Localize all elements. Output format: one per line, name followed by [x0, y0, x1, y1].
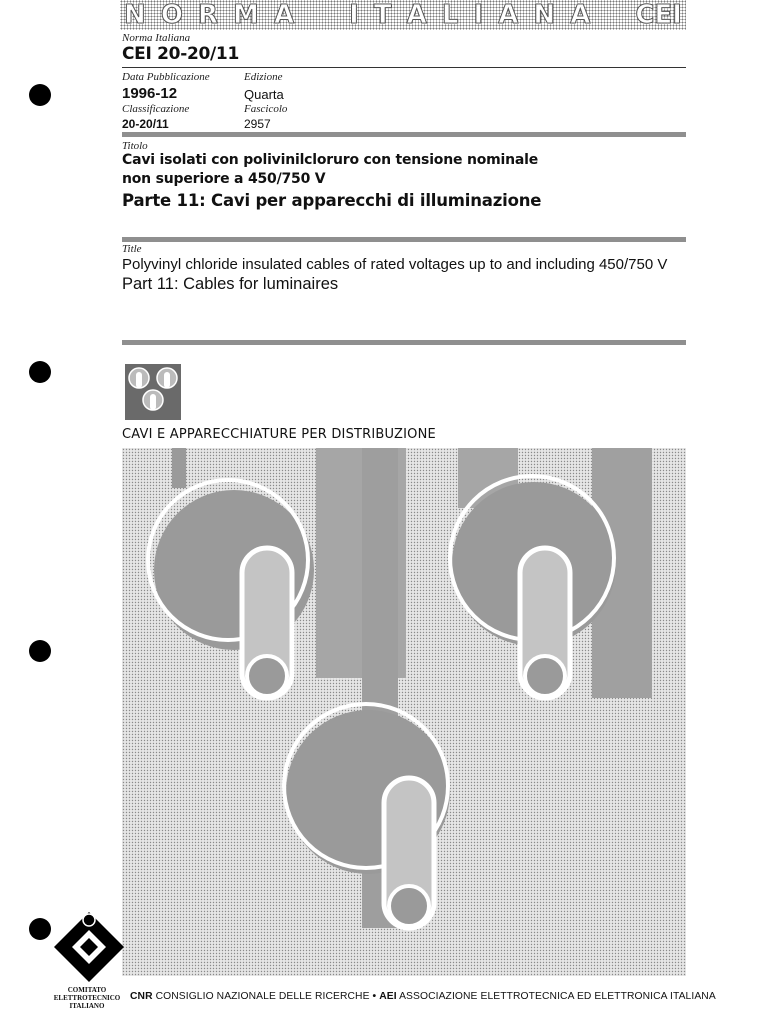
banner-letter: CEI [635, 0, 682, 30]
dotted-divider [122, 132, 686, 137]
footer-separator: • [372, 991, 377, 1002]
cei-name-line: COMITATO [67, 986, 107, 994]
norm-code: CEI 20-20/11 [122, 44, 239, 64]
aei-abbr: AEI [379, 991, 397, 1002]
banner-letter: O [160, 0, 183, 30]
binder-hole-1 [29, 84, 51, 106]
banner-letter: A [406, 0, 427, 30]
category-icon [125, 364, 181, 420]
cei-name-line: ELETTROTECNICO [53, 994, 121, 1002]
norma-label: Norma Italiana [122, 32, 191, 44]
category-heading: CAVI E APPARECCHIATURE PER DISTRIBUZIONE [122, 427, 436, 442]
banner-letter: A [498, 0, 519, 30]
banner-letter: A [570, 0, 591, 30]
title-label: Title [122, 243, 142, 255]
dotted-divider [122, 340, 686, 345]
title-it-line-3: Parte 11: Cavi per apparecchi di illuminazione [122, 191, 542, 210]
cnr-abbr: CNR [130, 991, 153, 1002]
dotted-divider [122, 237, 686, 242]
title-en-line-1: Polyvinyl chloride insulated cables of rated voltages up to and including 450/750 V [122, 256, 668, 273]
banner-letter: N [533, 0, 556, 30]
data-value: 1996-12 [122, 85, 178, 102]
data-label: Data Pubblicazione [122, 71, 210, 83]
cei-name-line: ITALIANO [69, 1002, 105, 1010]
banner-letter: T [373, 0, 392, 30]
footer-organizations [130, 991, 716, 1002]
classificazione-value: 20-20/11 [122, 117, 169, 131]
cei-name [52, 986, 122, 1010]
banner-letter: I [473, 0, 484, 30]
divider [122, 67, 686, 68]
titolo-label: Titolo [122, 140, 148, 152]
title-it-line-2: non superiore a 450/750 V [122, 171, 326, 187]
banner-letter: N [124, 0, 146, 30]
edizione-value: Quarta [244, 87, 284, 102]
classificazione-label: Classificazione [122, 103, 190, 115]
fascicolo-label: Fascicolo [244, 103, 288, 115]
binder-hole-3 [29, 640, 51, 662]
banner-letter: A [273, 0, 295, 30]
cnr-name: CONSIGLIO NAZIONALE DELLE RICERCHE [155, 991, 370, 1002]
aei-name: ASSOCIAZIONE ELETTROTECNICA ED ELETTRONICA ITALIANA [399, 991, 716, 1002]
fascicolo-value: 2957 [244, 117, 271, 131]
title-it-line-1: Cavi isolati con polivinilcloruro con tensione nominale [122, 152, 539, 168]
header-banner [120, 0, 686, 30]
banner-letter: I [349, 0, 359, 30]
cable-illustration [122, 448, 686, 976]
banner-letter: M [233, 0, 259, 30]
banner-letter: R [197, 0, 218, 30]
banner-letter: L [441, 0, 459, 30]
binder-hole-4 [29, 918, 51, 940]
cei-logo-icon [52, 910, 126, 984]
binder-hole-2 [29, 361, 51, 383]
edizione-label: Edizione [244, 71, 283, 83]
title-en-line-2: Part 11: Cables for luminaires [122, 275, 339, 293]
